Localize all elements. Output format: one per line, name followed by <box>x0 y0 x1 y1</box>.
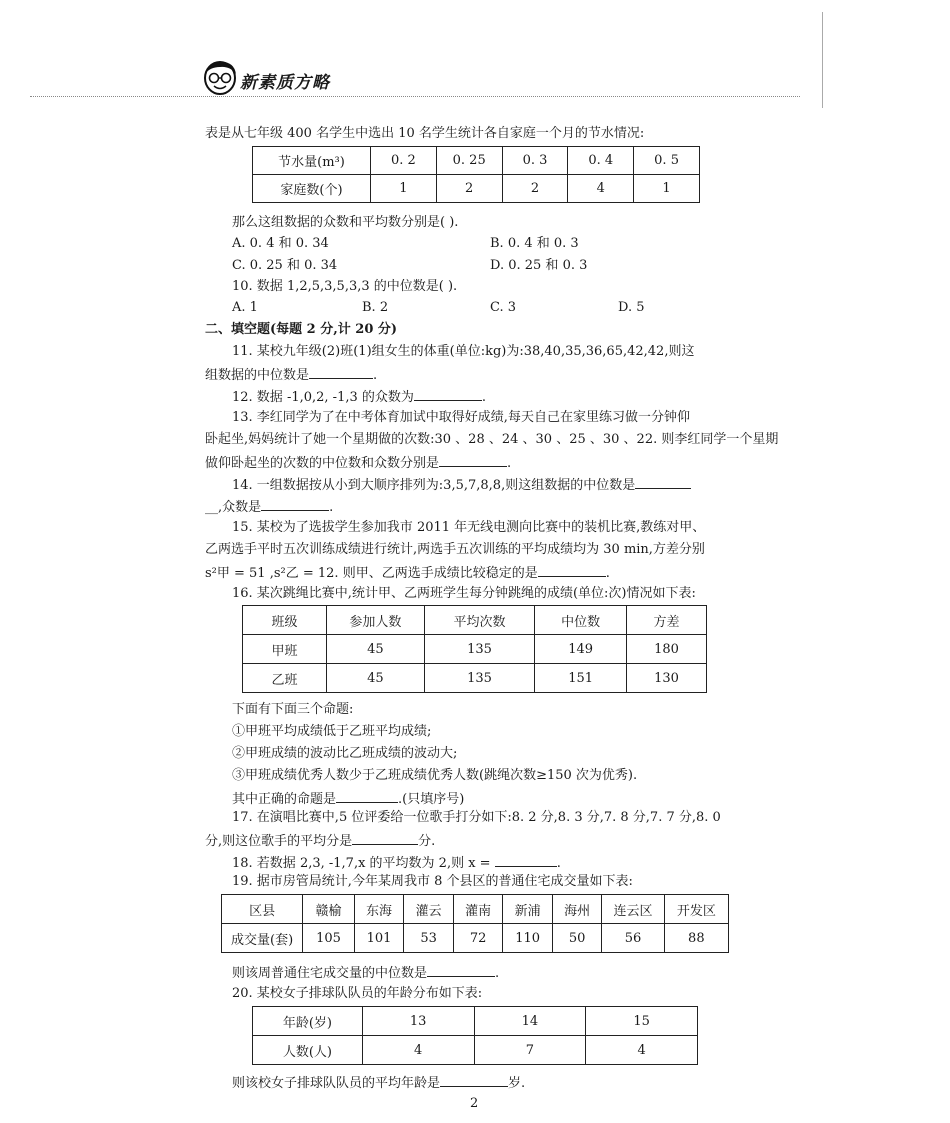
table-cell: 0. 5 <box>634 147 700 175</box>
brand-title: 新素质方略 <box>240 73 330 93</box>
q19-answer-line: 则该周普通住宅成交量的中位数是 . <box>232 962 499 984</box>
q17-line2: 分,则这位歌手的平均分是 分. <box>205 830 435 852</box>
header-divider <box>30 96 800 97</box>
table-cell: 135 <box>424 635 534 664</box>
table-cell: 45 <box>326 664 424 693</box>
table-cell: 开发区 <box>664 895 728 924</box>
table-cell: 56 <box>602 924 664 953</box>
q13-line1: 13. 李红同学为了在中考体育加试中取得好成绩,每天自己在家里练习做一分钟仰 <box>232 410 690 425</box>
table-cell: 0. 3 <box>502 147 568 175</box>
volleyball-age-table <box>252 1006 698 1065</box>
table-cell: 110 <box>503 924 553 953</box>
page-number: 2 <box>470 1096 479 1111</box>
table-cell: 海州 <box>552 895 602 924</box>
table-cell: 方差 <box>627 606 707 635</box>
section-heading: 二、填空题(每题 2 分,计 20 分) <box>205 322 398 337</box>
housing-sales-table <box>221 894 729 953</box>
table-cell: 72 <box>453 924 503 953</box>
q16-line1: 16. 某次跳绳比赛中,统计甲、乙两班学生每分钟跳绳的成绩(单位:次)情况如下表: <box>232 586 696 601</box>
table-cell: 4 <box>586 1036 698 1065</box>
q11-line1: 11. 某校九年级(2)班(1)组女生的体重(单位:kg)为:38,40,35,36,65,42,42,则这 <box>232 344 695 359</box>
q12-line: 12. 数据 -1,0,2, -1,3 的众数为 . <box>232 386 486 408</box>
q13-line2: 卧起坐,妈妈统计了她一个星期做的次数:30 、28 、24 、30 、25 、30 、22. 则李红同学一个星期 <box>205 432 779 447</box>
header-right-border <box>822 12 823 108</box>
table-cell: 105 <box>303 924 355 953</box>
intro-text: 表是从七年级 400 名学生中选出 10 名学生统计各自家庭一个月的节水情况: <box>205 126 645 141</box>
table-cell: 连云区 <box>602 895 664 924</box>
q13-line3: 做仰卧起坐的次数的中位数和众数分别是 . <box>205 452 511 474</box>
table-cell: 7 <box>474 1036 586 1065</box>
table-cell: 年龄(岁) <box>253 1007 363 1036</box>
table-cell: 中位数 <box>535 606 627 635</box>
table-cell: 13 <box>362 1007 474 1036</box>
q15-line3: s²甲 = 51 ,s²乙 = 12. 则甲、乙两选手成绩比较稳定的是 . <box>205 562 610 584</box>
table-cell: 135 <box>424 664 534 693</box>
table-cell: 灌云 <box>404 895 454 924</box>
table-cell: 人数(人) <box>253 1036 363 1065</box>
table-cell: 53 <box>404 924 454 953</box>
q10-option-d: D. 5 <box>618 300 645 315</box>
q18-line: 18. 若数据 2,3, -1,7,x 的平均数为 2,则 x = . <box>232 852 561 874</box>
q10-option-a: A. 1 <box>232 300 258 315</box>
q20-line1: 20. 某校女子排球队队员的年龄分布如下表: <box>232 986 483 1001</box>
table-cell: 节水量(m³) <box>253 147 371 175</box>
q14-line1: 14. 一组数据按从小到大顺序排列为:3,5,7,8,8,则这组数据的中位数是 <box>232 474 691 496</box>
table-cell: 班级 <box>243 606 327 635</box>
table-cell: 4 <box>362 1036 474 1065</box>
table-cell: 130 <box>627 664 707 693</box>
table-cell: 新浦 <box>503 895 553 924</box>
q10-stem: 10. 数据 1,2,5,3,5,3,3 的中位数是( ). <box>232 279 458 294</box>
table-cell: 45 <box>326 635 424 664</box>
table-cell: 区县 <box>222 895 303 924</box>
table-cell: 15 <box>586 1007 698 1036</box>
q9-option-a: A. 0. 4 和 0. 34 <box>232 236 329 251</box>
q11-line2: 组数据的中位数是 . <box>205 364 377 386</box>
table-cell: 1 <box>634 175 700 203</box>
table-cell: 88 <box>664 924 728 953</box>
q15-line1: 15. 某校为了选拔学生参加我市 2011 年无线电测向比赛中的装机比赛,教练对甲、 <box>232 520 706 535</box>
q9-stem: 那么这组数据的众数和平均数分别是( ). <box>232 215 459 230</box>
q16-proposition-3: ③甲班成绩优秀人数少于乙班成绩优秀人数(跳绳次数≥150 次为优秀). <box>232 768 638 783</box>
q19-line1: 19. 据市房管局统计,今年某周我市 8 个县区的普通住宅成交量如下表: <box>232 874 633 889</box>
table-cell: 0. 25 <box>436 147 502 175</box>
q17-line1: 17. 在演唱比赛中,5 位评委给一位歌手打分如下:8. 2 分,8. 3 分,7. 8 分,7. 7 分,8. 0 <box>232 810 721 825</box>
q9-option-b: B. 0. 4 和 0. 3 <box>490 236 579 251</box>
table-cell: 成交量(套) <box>222 924 303 953</box>
water-saving-table <box>252 146 700 203</box>
table-cell: 14 <box>474 1007 586 1036</box>
q9-option-c: C. 0. 25 和 0. 34 <box>232 258 338 273</box>
table-cell: 东海 <box>354 895 404 924</box>
table-cell: 101 <box>354 924 404 953</box>
q14-line2: __,众数是 . <box>205 496 333 518</box>
table-cell: 乙班 <box>243 664 327 693</box>
table-cell: 2 <box>502 175 568 203</box>
table-cell: 家庭数(个) <box>253 175 371 203</box>
table-cell: 灌南 <box>453 895 503 924</box>
table-cell: 1 <box>371 175 437 203</box>
table-cell: 50 <box>552 924 602 953</box>
q16-answer-line: 其中正确的命题是 .(只填序号) <box>232 788 464 810</box>
table-cell: 151 <box>535 664 627 693</box>
table-cell: 180 <box>627 635 707 664</box>
q15-line2: 乙两选手平时五次训练成绩进行统计,两选手五次训练的平均成绩均为 30 min,方差分别 <box>205 542 705 557</box>
q10-option-c: C. 3 <box>490 300 517 315</box>
table-cell: 0. 2 <box>371 147 437 175</box>
q16-proposition-1: ①甲班平均成绩低于乙班平均成绩; <box>232 724 432 739</box>
q16-proposition-intro: 下面有下面三个命题: <box>232 702 354 717</box>
q9-option-d: D. 0. 25 和 0. 3 <box>490 258 588 273</box>
table-cell: 平均次数 <box>424 606 534 635</box>
jump-rope-table <box>242 605 707 693</box>
q10-option-b: B. 2 <box>362 300 389 315</box>
table-cell: 参加人数 <box>326 606 424 635</box>
q16-proposition-2: ②甲班成绩的波动比乙班成绩的波动大; <box>232 746 458 761</box>
table-cell: 2 <box>436 175 502 203</box>
table-cell: 赣榆 <box>303 895 355 924</box>
table-cell: 4 <box>568 175 634 203</box>
table-cell: 0. 4 <box>568 147 634 175</box>
logo-face-icon <box>200 58 240 96</box>
q20-answer-line: 则该校女子排球队队员的平均年龄是 岁. <box>232 1072 525 1094</box>
table-cell: 149 <box>535 635 627 664</box>
table-cell: 甲班 <box>243 635 327 664</box>
